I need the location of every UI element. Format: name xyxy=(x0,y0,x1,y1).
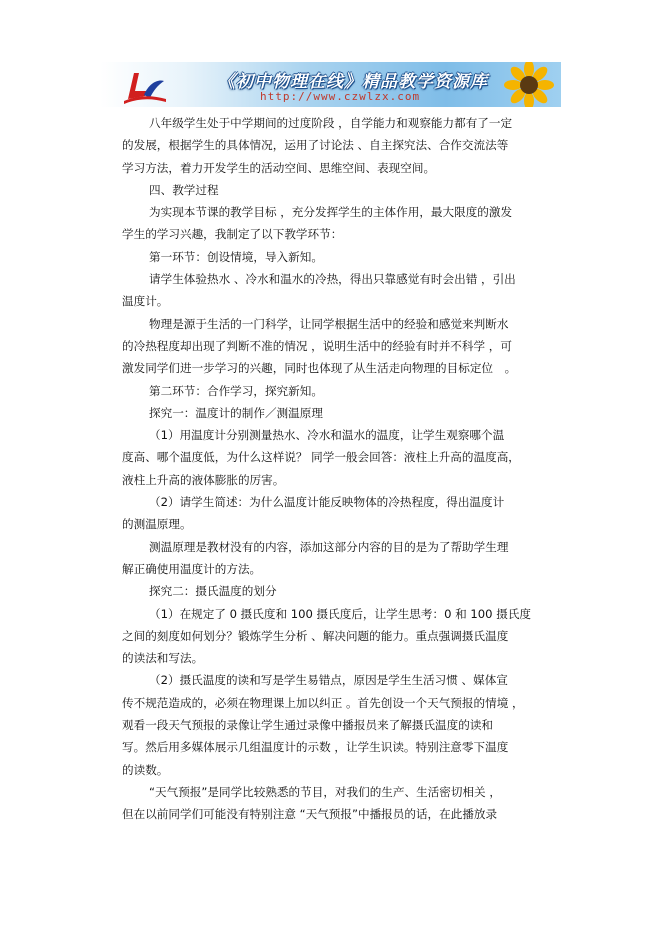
text-line: 的读数。 xyxy=(122,762,169,777)
text-line: “天气预报”是同学比较熟悉的节目，对我们的生产、生活密切相关 ， xyxy=(149,784,501,799)
text-line: 第一环节：创设情境，导入新知。 xyxy=(149,249,323,264)
text-line: 探究一：温度计的制作／测温原理 xyxy=(149,405,323,420)
text-line: 激发同学们进一步学习的兴趣，同时也体现了从生活走向物理的目标定位 。 xyxy=(122,361,517,376)
header-banner xyxy=(100,62,561,107)
text-line: 温度计。 xyxy=(122,294,169,309)
text-line: 之间的刻度如何划分？锻炼学生分析 、解决问题的能力。重点强调摄氏温度 xyxy=(122,628,509,643)
banner-title: 《初中物理在线》精品教学资源库 xyxy=(218,72,488,92)
text-line: 八年级学生处于中学期间的过度阶段 ，自学能力和观察能力都有了一定 xyxy=(149,116,513,130)
text-line: （1）用温度计分别测量热水、冷水和温水的温度，让学生观察哪个温 xyxy=(149,428,505,443)
text-line: 为实现本节课的教学目标 ，充分发挥学生的主体作用，最大限度的激发 xyxy=(149,205,513,220)
text-line: 的冷热程度却出现了判断不准的情况 ，说明生活中的经验有时并不科学 ，可 xyxy=(122,338,512,353)
text-line: （2）摄氏温度的读和写是学生易错点，原因是学生生活习惯 、媒体宣 xyxy=(149,673,508,688)
sunflower-icon xyxy=(499,62,557,107)
text-line: 写。然后用多媒体展示几组温度计的示数 ，让学生识读。特别注意零下温度 xyxy=(122,740,509,755)
text-line: 探究二：摄氏温度的划分 xyxy=(149,584,277,599)
text-line: 度高、哪个温度低，为什么这样说？ 同学一般会回答：液柱上升高的温度高， xyxy=(122,450,520,465)
text-line: 解正确使用温度计的方法。 xyxy=(122,561,262,576)
text-line: 学习方法，着力开发学生的活动空间、思维空间、表现空间。 xyxy=(122,160,436,175)
text-line: 观看一段天气预报的录像让学生通过录像中播报员来了解摄氏温度的读和 xyxy=(122,718,494,733)
text-line: 请学生体验热水 、冷水和温水的冷热，得出只靠感觉有时会出错 ，引出 xyxy=(149,272,516,287)
text-line: 第二环节：合作学习，探究新知。 xyxy=(149,383,323,398)
banner-url: http://www.czwlzx.com xyxy=(260,90,421,103)
text-line: 的发展，根据学生的具体情况，运用了讨论法 、自主探究法、合作交流法等 xyxy=(122,138,509,153)
text-line: 学生的学习兴趣，我制定了以下教学环节： xyxy=(122,227,343,242)
text-line: 的测温原理。 xyxy=(122,517,192,532)
text-line: （2）请学生简述：为什么温度计能反映物体的冷热程度，得出温度计 xyxy=(149,495,505,510)
text-line: 但在以前同学们可能没有特别注意 “天气预报”中播报员的话，在此播放录 xyxy=(122,807,498,822)
text-line: 测温原理是教材没有的内容，添加这部分内容的目的是为了帮助学生理 xyxy=(149,539,509,554)
text-line: 液柱上升高的液体膨胀的厉害。 xyxy=(122,472,285,487)
text-line: 的读法和写法。 xyxy=(122,651,204,666)
text-line: 传不规范造成的，必须在物理课上加以纠正 。首先创设一个天气预报的情境 ， xyxy=(122,695,524,710)
document-body xyxy=(122,112,562,826)
text-line: 物理是源于生活的一门科学，让同学根据生活中的经验和感觉来判断水 xyxy=(149,316,509,331)
site-logo-icon xyxy=(118,65,168,105)
section-heading: 四、教学过程 xyxy=(149,182,219,197)
text-line: （1）在规定了 0 摄氏度和 100 摄氏度后，让学生思考：0 和 100 摄氏度 xyxy=(149,606,532,621)
